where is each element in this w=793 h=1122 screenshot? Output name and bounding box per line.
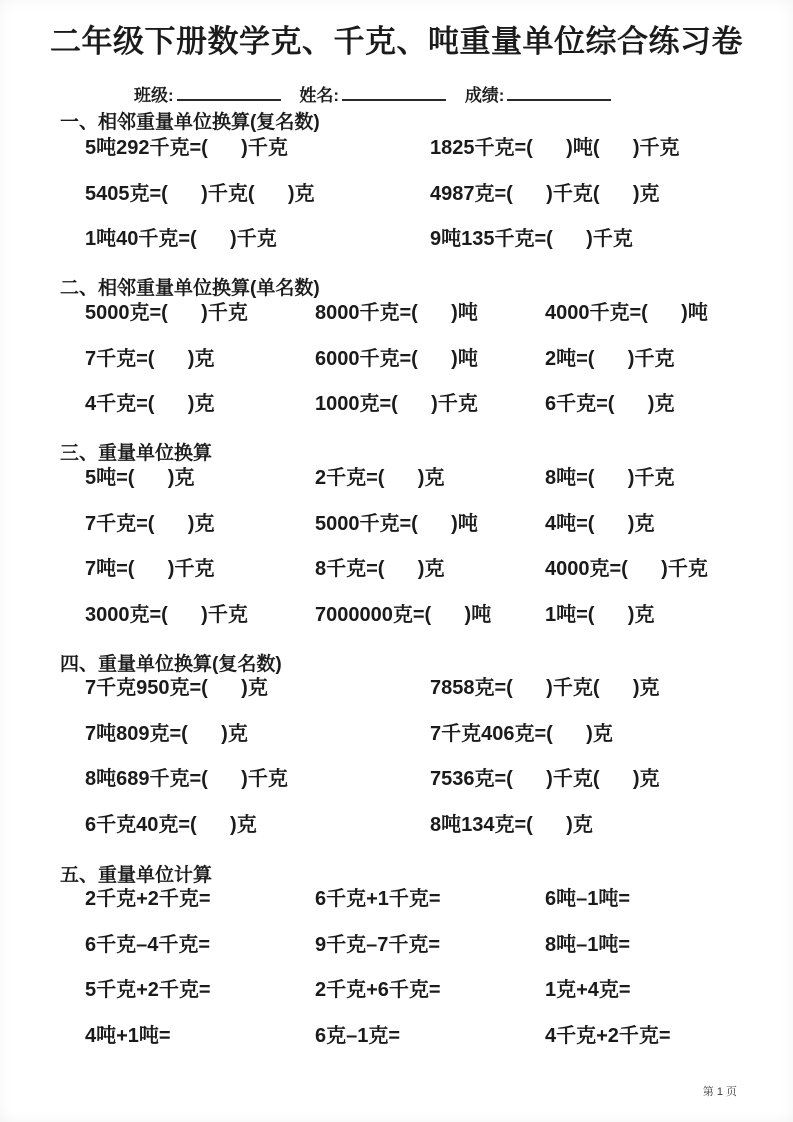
score-label: 成绩: bbox=[464, 86, 505, 105]
problem: 2千克=( )克 bbox=[315, 467, 445, 489]
problem: 7千克950克=( )克 bbox=[85, 677, 268, 699]
problem: 6千克+1千克= bbox=[315, 888, 441, 910]
problem: 9吨135千克=( )千克 bbox=[430, 228, 633, 250]
problem: 6千克=( )克 bbox=[545, 393, 675, 415]
problem: 8吨689千克=( )千克 bbox=[85, 768, 288, 790]
problem: 2吨=( )千克 bbox=[545, 347, 675, 370]
problem: 6千克–4千克= bbox=[85, 933, 211, 956]
problem: 7千克406克=( )克 bbox=[430, 722, 613, 745]
problem: 2千克+6千克= bbox=[315, 979, 441, 1001]
problem: 6千克40克=( )克 bbox=[85, 813, 257, 836]
section-5-problems bbox=[0, 888, 793, 1070]
problem: 6克–1克= bbox=[315, 1024, 401, 1047]
name-field bbox=[299, 86, 446, 105]
problem: 7吨=( )千克 bbox=[85, 558, 215, 580]
problem: 5405克=( )千克( )克 bbox=[85, 182, 315, 205]
section-4-heading: 四、重量单位换算(复名数) bbox=[60, 654, 282, 675]
problem: 5吨=( )克 bbox=[85, 467, 195, 489]
problem: 4000克=( )千克 bbox=[545, 558, 708, 580]
section-3-heading: 三、重量单位换算 bbox=[60, 443, 213, 464]
problem: 4987克=( )千克( )克 bbox=[430, 182, 660, 205]
section-1-problems bbox=[0, 137, 793, 274]
name-blank-line bbox=[342, 86, 446, 101]
section-2-heading: 二、相邻重量单位换算(单名数) bbox=[60, 278, 320, 299]
class-blank-line bbox=[177, 86, 281, 101]
page-number: 第 1 页 bbox=[702, 1086, 737, 1098]
problem: 4000千克=( )吨 bbox=[545, 302, 708, 324]
problem: 1000克=( )千克 bbox=[315, 393, 478, 415]
problem: 6000千克=( )吨 bbox=[315, 347, 478, 370]
score-field bbox=[465, 86, 612, 105]
problem: 7千克=( )克 bbox=[85, 512, 215, 535]
page-title: 二年级下册数学克、千克、吨重量单位综合练习卷 bbox=[50, 24, 743, 59]
section-1-heading: 一、相邻重量单位换算(复名数) bbox=[60, 112, 320, 133]
problem: 4千克+2千克= bbox=[545, 1024, 671, 1047]
problem: 8000千克=( )吨 bbox=[315, 302, 478, 324]
problem: 4吨=( )克 bbox=[545, 512, 655, 535]
problem: 2千克+2千克= bbox=[85, 888, 211, 910]
student-info-line bbox=[0, 86, 793, 106]
problem: 6吨–1吨= bbox=[545, 888, 631, 910]
problem: 8吨134克=( )克 bbox=[430, 813, 593, 836]
section-2-problems bbox=[0, 302, 793, 439]
problem: 3000克=( )千克 bbox=[85, 603, 248, 626]
problem: 8千克=( )克 bbox=[315, 558, 445, 580]
problem: 5吨292千克=( )千克 bbox=[85, 137, 288, 159]
problem: 1吨40千克=( )千克 bbox=[85, 228, 277, 250]
section-5-heading: 五、重量单位计算 bbox=[60, 865, 213, 886]
class-label: 班级: bbox=[134, 86, 174, 105]
class-field bbox=[134, 86, 281, 105]
problem: 4吨+1吨= bbox=[85, 1024, 171, 1047]
problem: 7536克=( )千克( )克 bbox=[430, 768, 660, 790]
problem: 5千克+2千克= bbox=[85, 979, 211, 1001]
problem: 1克+4克= bbox=[545, 979, 631, 1001]
problem: 1825千克=( )吨( )千克 bbox=[430, 137, 680, 159]
problem: 5000千克=( )吨 bbox=[315, 512, 478, 535]
problem: 7000000克=( )吨 bbox=[315, 603, 492, 626]
problem: 8吨=( )千克 bbox=[545, 467, 675, 489]
problem: 7千克=( )克 bbox=[85, 347, 215, 370]
problem: 8吨–1吨= bbox=[545, 933, 631, 956]
name-label: 姓名: bbox=[299, 86, 340, 105]
problem: 5000克=( )千克 bbox=[85, 302, 248, 324]
problem: 7858克=( )千克( )克 bbox=[430, 677, 660, 699]
section-4-problems bbox=[0, 677, 793, 859]
problem: 1吨=( )克 bbox=[545, 603, 655, 626]
problem: 9千克–7千克= bbox=[315, 933, 441, 956]
problem: 4千克=( )克 bbox=[85, 393, 215, 415]
score-blank-line bbox=[507, 86, 611, 101]
section-3-problems bbox=[0, 467, 793, 649]
problem: 7吨809克=( )克 bbox=[85, 722, 248, 745]
